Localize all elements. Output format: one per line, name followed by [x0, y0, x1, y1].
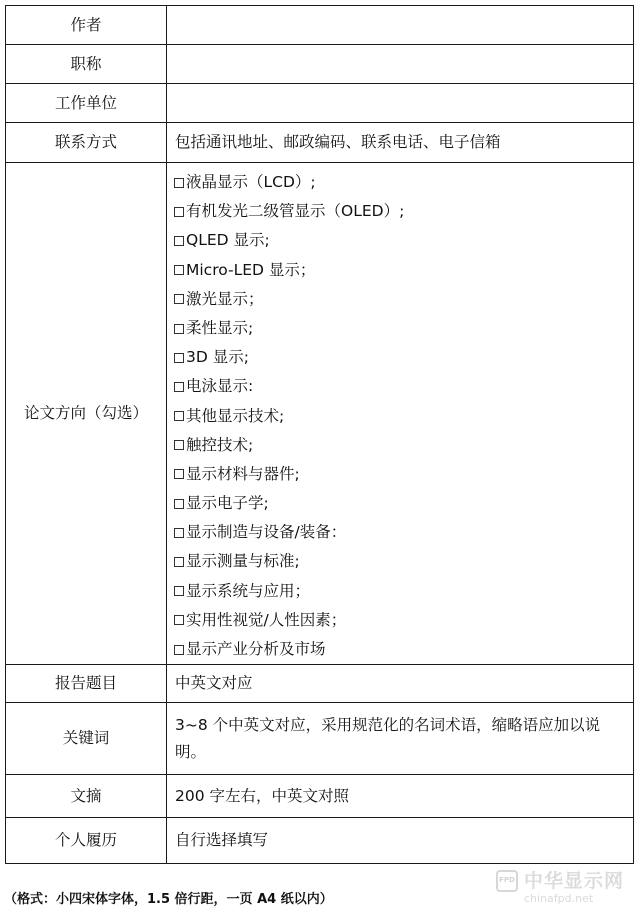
option-label: 显示电子学; — [186, 494, 269, 513]
author-value — [167, 6, 634, 45]
checkbox-icon[interactable] — [174, 586, 184, 596]
option-label: QLED 显示; — [186, 231, 270, 250]
checkbox-icon[interactable] — [174, 178, 184, 188]
watermark-badge-icon — [496, 870, 518, 892]
checkbox-icon[interactable] — [174, 265, 184, 275]
submission-form-table — [5, 5, 634, 864]
direction-label: 论文方向（勾选） — [6, 163, 167, 665]
option-lcd[interactable] — [174, 168, 625, 197]
option-touch[interactable] — [174, 431, 625, 460]
site-watermark-logo — [496, 862, 636, 912]
title-value — [167, 45, 634, 84]
option-label: 柔性显示; — [186, 318, 254, 337]
option-measurement[interactable] — [174, 547, 625, 576]
option-label: 实用性视觉/人性因素； — [186, 610, 347, 629]
checkbox-icon[interactable] — [174, 382, 184, 392]
option-systems[interactable] — [174, 577, 625, 606]
keywords-value: 3~8 个中英文对应，采用规范化的名词术语，缩略语应加以说明。 — [175, 715, 601, 761]
checkbox-icon[interactable] — [174, 411, 184, 421]
contact-label: 联系方式 — [6, 123, 167, 163]
organization-value — [167, 84, 634, 123]
abstract-label: 文摘 — [6, 775, 167, 818]
checkbox-icon[interactable] — [174, 353, 184, 363]
contact-value: 包括通讯地址、邮政编码、联系电话、电子信箱 — [167, 123, 634, 163]
checkbox-icon[interactable] — [174, 294, 184, 304]
checkbox-icon[interactable] — [174, 207, 184, 217]
option-industry-market[interactable] — [174, 635, 625, 664]
option-label: 3D 显示; — [186, 348, 249, 367]
option-label: 有机发光二级管显示（OLED）; — [186, 202, 405, 221]
checkbox-icon[interactable] — [174, 528, 184, 538]
option-label: 显示材料与器件; — [186, 464, 300, 483]
row-direction — [6, 163, 634, 665]
option-label: 激光显示； — [186, 289, 264, 308]
keywords-cell — [167, 703, 634, 775]
report-title-value: 中英文对应 — [167, 665, 634, 703]
option-materials[interactable] — [174, 460, 625, 489]
row-author — [6, 6, 634, 45]
option-label: 液晶显示（LCD）; — [186, 173, 316, 191]
checkbox-icon[interactable] — [174, 469, 184, 479]
option-laser[interactable] — [174, 285, 625, 314]
format-footnote: （格式：小四宋体字体，1.5 倍行距，一页 A4 纸以内） — [4, 892, 333, 907]
keywords-label: 关键词 — [6, 703, 167, 775]
direction-options — [167, 163, 634, 665]
checkbox-icon[interactable] — [174, 499, 184, 509]
option-label: 电泳显示: — [186, 377, 254, 396]
option-oled[interactable] — [174, 197, 625, 226]
abstract-value: 200 字左右，中英文对照 — [167, 775, 634, 818]
row-abstract — [6, 775, 634, 818]
watermark-badge-text: FPD — [499, 876, 515, 884]
watermark-title: 中华显示网 — [524, 870, 625, 892]
option-3d[interactable] — [174, 343, 625, 372]
option-micro-led[interactable] — [174, 256, 625, 285]
report-title-label: 报告题目 — [6, 665, 167, 703]
row-contact — [6, 123, 634, 163]
option-electrophoretic[interactable] — [174, 372, 625, 401]
row-resume — [6, 818, 634, 864]
option-label: 显示产业分析及市场 — [186, 640, 326, 658]
option-electronics[interactable] — [174, 489, 625, 518]
author-label: 作者 — [6, 6, 167, 45]
row-organization — [6, 84, 634, 123]
watermark-url: chinafpd.net — [524, 892, 594, 905]
option-qled[interactable] — [174, 226, 625, 255]
option-label: 其他显示技术; — [186, 406, 285, 425]
checkbox-icon[interactable] — [174, 440, 184, 450]
organization-label: 工作单位 — [6, 84, 167, 123]
row-title — [6, 45, 634, 84]
title-label: 职称 — [6, 45, 167, 84]
option-label: 显示系统与应用； — [186, 581, 311, 600]
option-label: 触控技术; — [186, 435, 254, 454]
resume-value: 自行选择填写 — [167, 818, 634, 864]
checkbox-icon[interactable] — [174, 236, 184, 246]
resume-label: 个人履历 — [6, 818, 167, 864]
checkbox-icon[interactable] — [174, 615, 184, 625]
option-human-factors[interactable] — [174, 606, 625, 635]
checkbox-icon[interactable] — [174, 324, 184, 334]
row-report-title — [6, 665, 634, 703]
option-label: 显示制造与设备/装备： — [186, 523, 347, 542]
option-manufacturing[interactable] — [174, 518, 625, 547]
row-keywords — [6, 703, 634, 775]
option-label: Micro-LED 显示； — [186, 260, 316, 279]
checkbox-icon[interactable] — [174, 557, 184, 567]
checkbox-icon[interactable] — [174, 645, 184, 655]
option-label: 显示测量与标准; — [186, 552, 300, 571]
option-flexible[interactable] — [174, 314, 625, 343]
option-other-display[interactable] — [174, 402, 625, 431]
